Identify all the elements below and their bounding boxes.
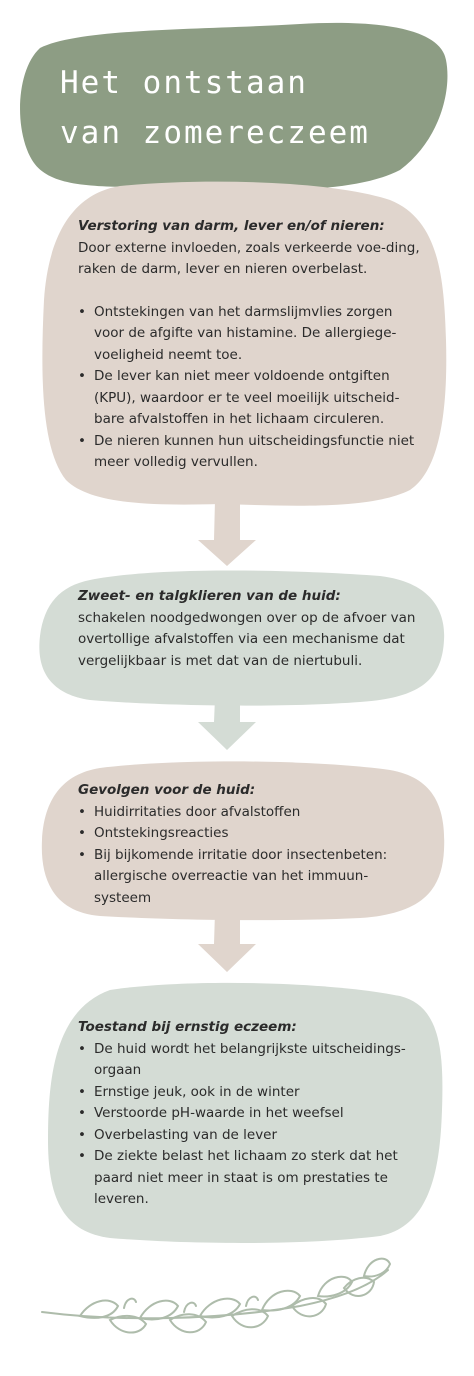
page-title: [60, 58, 370, 158]
list-item: • Overbelasting van de lever: [78, 1125, 423, 1147]
arrow-2: [198, 698, 256, 750]
section-intro: schakelen noodgedwongen over op de afvoer van overtollige afvalstoffen via een mechanisme dat vergelijkbaar is met dat van de niertubuli.: [78, 609, 416, 669]
arrow-1: [198, 500, 256, 566]
list-item: • Ontstekingsreacties: [78, 823, 423, 845]
list-item: • Huidirritaties door afvalstoffen: [78, 802, 423, 824]
section-darm-lever-nieren: [78, 216, 423, 474]
list-item: • De huid wordt het belangrijkste uitscheidings-orgaan: [78, 1039, 423, 1082]
bullet-list: [78, 802, 423, 910]
title-line-1: Het ontstaan: [60, 65, 308, 101]
arrow-3: [198, 912, 256, 972]
section-ernstig-eczeem: [78, 1017, 423, 1211]
vine-decoration: [42, 1259, 390, 1333]
section-heading: Gevolgen voor de huid:: [78, 782, 256, 798]
title-line-2: van zomereczeem: [60, 115, 370, 151]
list-item: • Bij bijkomende irritatie door insectenbeten: allergische overreactie van het immuun-systeem: [78, 845, 423, 910]
section-intro: Door externe invloeden, zoals verkeerde voe-ding, raken de darm, lever en nieren overbelast.: [78, 239, 420, 277]
list-item: • De lever kan niet meer voldoende ontgiften (KPU), waardoor er te veel moeilijk uitscheid-bare afvalstoffen in het lichaam circuleren.: [78, 366, 423, 431]
list-item: • De ziekte belast het lichaam zo sterk dat het paard niet meer in staat is om prestaties te leveren.: [78, 1146, 423, 1211]
bullet-list: [78, 302, 423, 474]
section-heading: Verstoring van darm, lever en/of nieren:: [78, 218, 385, 234]
list-item: • Ontstekingen van het darmslijmvlies zorgen voor de afgifte van histamine. De allergiege-voeligheid neemt toe.: [78, 302, 423, 367]
list-item: • Verstoorde pH-waarde in het weefsel: [78, 1103, 423, 1125]
list-item: • De nieren kunnen hun uitscheidingsfunctie niet meer volledig vervullen.: [78, 431, 423, 474]
list-item: • Ernstige jeuk, ook in de winter: [78, 1082, 423, 1104]
section-heading: Toestand bij ernstig eczeem:: [78, 1019, 297, 1035]
section-zweet-talgklieren: [78, 586, 423, 672]
section-heading: Zweet- en talgklieren van de huid:: [78, 588, 341, 604]
bullet-list: [78, 1039, 423, 1211]
section-gevolgen-huid: [78, 780, 423, 909]
